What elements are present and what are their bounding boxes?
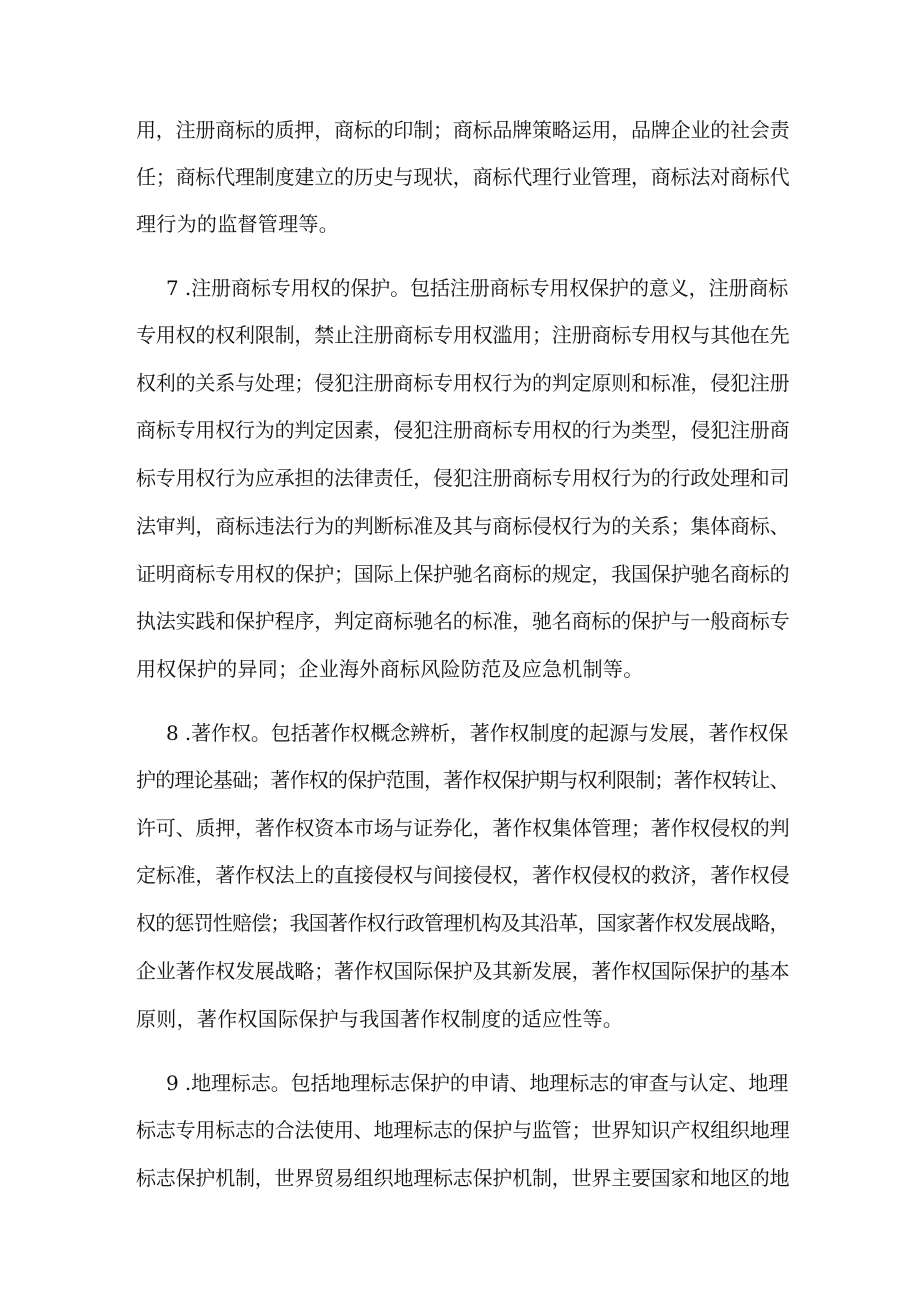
text-line: 专用权的权利限制，禁止注册商标专用权滥用；注册商标专用权与其他在先 (136, 323, 790, 347)
text-line: 用权保护的异同；企业海外商标风险防范及应急机制等。 (136, 657, 644, 681)
text-line: 证明商标专用权的保护；国际上保护驰名商标的规定，我国保护驰名商标的 (136, 562, 790, 586)
text-line: 护的理论基础；著作权的保护范围，著作权保护期与权利限制；著作权转让、 (136, 768, 789, 792)
text-line: 标志专用标志的合法使用、地理标志的保护与监管；世界知识产权组织地理 (136, 1118, 790, 1142)
text-line: 9 .地理标志。包括地理标志保护的申请、地理标志的审查与认定、地理 (166, 1071, 789, 1095)
text-line: 法审判，商标违法行为的判断标准及其与商标侵权行为的关系；集体商标、 (136, 514, 790, 538)
text-line: 理行为的监督管理等。 (136, 212, 339, 236)
text-line: 定标准，著作权法上的直接侵权与间接侵权，著作权侵权的救济，著作权侵 (136, 863, 790, 887)
text-line: 权利的关系与处理；侵犯注册商标专用权行为的判定原则和标准，侵犯注册 (136, 371, 790, 395)
text-line: 商标专用权行为的判定因素，侵犯注册商标专用权的行为类型，侵犯注册商 (136, 418, 790, 442)
text-line: 用，注册商标的质押，商标的印制；商标品牌策略运用，品牌企业的社会责 (136, 118, 790, 142)
text-line: 7 .注册商标专用权的保护。包括注册商标专用权保护的意义，注册商标 (166, 276, 789, 300)
text-line: 标志保护机制，世界贸易组织地理标志保护机制，世界主要国家和地区的地 (136, 1166, 790, 1190)
text-line: 标专用权行为应承担的法律责任，侵犯注册商标专用权行为的行政处理和司 (136, 466, 790, 490)
text-line: 8 .著作权。包括著作权概念辨析，著作权制度的起源与发展，著作权保 (166, 721, 789, 745)
text-line: 原则，著作权国际保护与我国著作权制度的适应性等。 (136, 1007, 624, 1031)
text-line: 许可、质押，著作权资本市场与证券化，著作权集体管理；著作权侵权的判 (136, 816, 790, 840)
text-line: 执法实践和保护程序，判定商标驰名的标准，驰名商标的保护与一般商标专 (136, 609, 790, 633)
text-line: 任；商标代理制度建立的历史与现状，商标代理行业管理，商标法对商标代 (136, 165, 790, 189)
text-line: 企业著作权发展战略；著作权国际保护及其新发展，著作权国际保护的基本 (136, 959, 790, 983)
text-line: 权的惩罚性赔偿；我国著作权行政管理机构及其沿革，国家著作权发展战略， (136, 911, 789, 935)
